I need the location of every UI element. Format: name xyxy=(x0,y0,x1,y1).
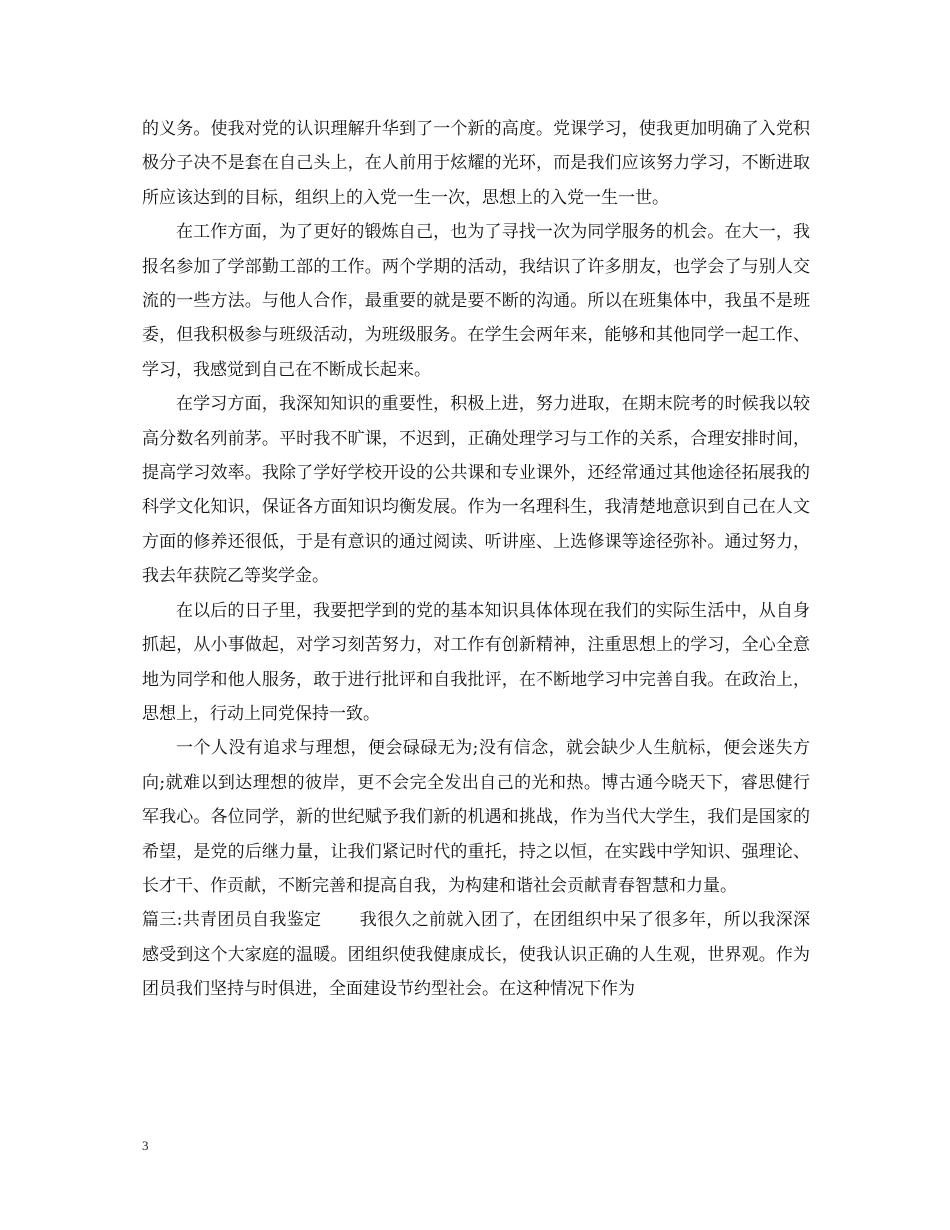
page-number: 3 xyxy=(142,1138,149,1153)
paragraph-2: 在工作方面，为了更好的锻炼自己，也为了寻找一次为同学服务的机会。在大一，我报名参加了学部勤工部的工作。两个学期的活动，我结识了许多朋友，也学会了与别人交流的一些方法。与他人合作，最重要的就是要不断的沟通。所以在班集体中，我虽不是班委，但我积极参与班级活动，为班级服务。在学生会两年来，能够和其他同学一起工作、学习，我感觉到自己在不断成长起来。 xyxy=(142,222,810,380)
section-text: 我很久之前就入团了，在团组织中呆了很多年，所以我深深感受到这个大家庭的温暖。团组织使我健康成长，使我认识正确的人生观，世界观。作为团员我们坚持与时俱进，全面建设节约型社会。在这种情况下作为 xyxy=(142,910,810,1000)
paragraph-1: 的义务。使我对党的认识理解升华到了一个新的高度。党课学习，使我更加明确了入党积极分子决不是套在自己头上，在人前用于炫耀的光环，而是我们应该努力学习，不断进取所应该达到的目标，组织上的入党一生一次，思想上的入党一生一世。 xyxy=(142,119,810,208)
section-paragraph xyxy=(142,903,810,1006)
paragraph-3: 在学习方面，我深知知识的重要性，积极上进，努力进取，在期末院考的时候我以较高分数名列前茅。平时我不旷课，不迟到，正确处理学习与工作的关系，合理安排时间，提高学习效率。我除了学好学校开设的公共课和专业课外，还经常通过其他途径拓展我的科学文化知识，保证各方面知识均衡发展。作为一名理科生，我清楚地意识到自己在人文方面的修养还很低，于是有意识的通过阅读、听讲座、上选修课等途径弥补。通过努力，我去年获院乙等奖学金。 xyxy=(142,394,810,587)
paragraph-4: 在以后的日子里，我要把学到的党的基本知识具体体现在我们的实际生活中，从自身抓起，从小事做起，对学习刻苦努力，对工作有创新精神，注重思想上的学习，全心全意地为同学和他人服务，敢于进行批评和自我批评，在不断地学习中完善自我。在政治上，思想上，行动上同党保持一致。 xyxy=(142,600,810,724)
section-heading: 篇三:共青团员自我鉴定 xyxy=(142,910,322,931)
document-body xyxy=(142,112,810,1007)
paragraph-5: 一个人没有追求与理想，便会碌碌无为;没有信念，就会缺少人生航标，便会迷失方向;就难以到达理想的彼岸，更不会完全发出自己的光和热。博古通今晓天下，睿思健行军我心。各位同学，新的世纪赋予我们新的机遇和挑战，作为当代大学生，我们是国家的希望，是党的后继力量，让我们紧记时代的重托，持之以恒，在实践中学知识、强理论、长才干、作贡献，不断完善和提高自我，为构建和谐社会贡献青春智慧和力量。 xyxy=(142,738,810,896)
